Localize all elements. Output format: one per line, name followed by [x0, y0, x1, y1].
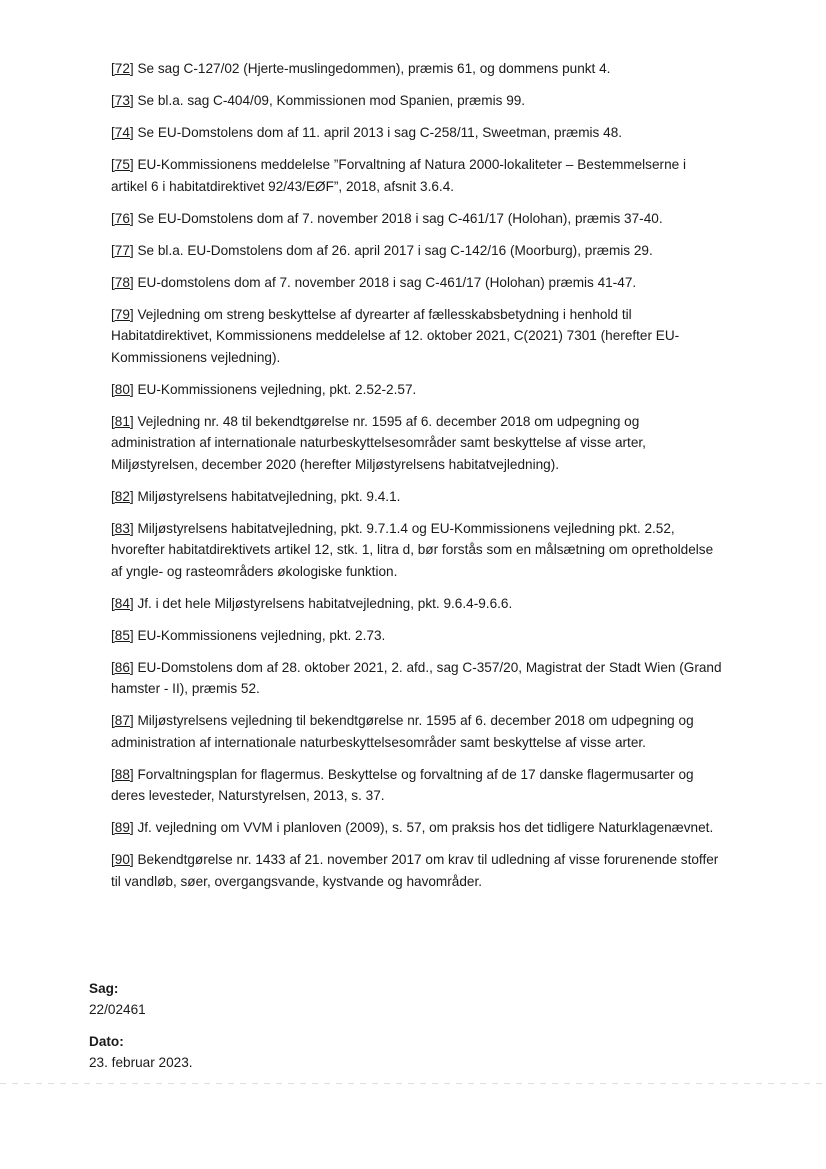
- footnote-text: Se EU-Domstolens dom af 11. april 2013 i sag C-258/11, Sweetman, præmis 48.: [133, 125, 623, 140]
- footnote: [111, 58, 726, 80]
- footnote-text: Se bl.a. sag C-404/09, Kommissionen mod Spanien, præmis 99.: [133, 93, 526, 108]
- scan-artifact-line: [0, 1083, 826, 1084]
- footnote-link[interactable]: [82]: [111, 488, 134, 504]
- case-number: 22/02461: [89, 1002, 146, 1017]
- footnote-text: Vejledning om streng beskyttelse af dyrearter af fællesskabsbetydning i henhold til Habitatdirektivet, Kommissionens meddelelse af 12. oktober 2021, C(2021) 7301 (herefter EU-Kommissionens vejledning).: [111, 306, 680, 365]
- footnote-link[interactable]: [84]: [111, 595, 134, 611]
- footnote-text: Miljøstyrelsens vejledning til bekendtgørelse nr. 1595 af 6. december 2018 om udpegning og administration af internationale naturbeskyttelsesområder samt beskyttelse af visse arter.: [111, 713, 694, 750]
- footnote-text: Se EU-Domstolens dom af 7. november 2018 i sag C-461/17 (Holohan), præmis 37-40.: [133, 210, 663, 226]
- date-value: 23. februar 2023.: [89, 1055, 193, 1070]
- footnote: [111, 122, 726, 144]
- footnote-link[interactable]: [86]: [111, 659, 134, 675]
- footnote-text: Jf. i det hele Miljøstyrelsens habitatvejledning, pkt. 9.6.4-9.6.6.: [133, 595, 513, 611]
- footnote-link[interactable]: [72]: [111, 61, 134, 76]
- footnote-text: Se bl.a. EU-Domstolens dom af 26. april 2017 i sag C-142/16 (Moorburg), præmis 29.: [133, 242, 653, 258]
- footnote-link[interactable]: [74]: [111, 125, 134, 140]
- footnote-text: EU-Kommissionens meddelelse ”Forvaltning af Natura 2000-lokaliteter – Bestemmelserne i artikel 6 i habitatdirektivet 92/43/EØF”, 2018, afsnit 3.6.4.: [111, 157, 686, 194]
- case-metadata: [89, 978, 489, 1084]
- footnote-text: Forvaltningsplan for flagermus. Beskyttelse og forvaltning af de 17 danske flagermusarter og deres levesteder, Naturstyrelsen, 2013, s. 37.: [111, 766, 694, 803]
- footnote-link[interactable]: [85]: [111, 627, 134, 643]
- footnote-list: [111, 58, 726, 903]
- footnote-link[interactable]: [87]: [111, 713, 134, 728]
- footnote-text: Vejledning nr. 48 til bekendtgørelse nr. 1595 af 6. december 2018 om udpegning og administration af internationale naturbeskyttelsesområder samt beskyttelse af visse arter, Miljøstyrelsen, december 2020 (herefter Miljøstyrelsens habitatvejledning).: [111, 413, 646, 472]
- footnote: [111, 625, 726, 647]
- footnote-link[interactable]: [73]: [111, 93, 134, 108]
- footnote-text: EU-domstolens dom af 7. november 2018 i sag C-461/17 (Holohan) præmis 41-47.: [133, 274, 637, 290]
- footnote: [111, 486, 726, 508]
- footnote: [111, 817, 726, 839]
- footnote: [111, 849, 726, 892]
- footnote-link[interactable]: [88]: [111, 766, 134, 782]
- footnote-text: EU-Kommissionens vejledning, pkt. 2.73.: [133, 627, 386, 643]
- footnote: [111, 208, 726, 230]
- footnote-text: EU-Domstolens dom af 28. oktober 2021, 2. afd., sag C-357/20, Magistrat der Stadt Wien (Grand hamster - II), præmis 52.: [111, 659, 722, 696]
- footnote-text: Miljøstyrelsens habitatvejledning, pkt. 9.4.1.: [133, 488, 401, 504]
- footnote-text: EU-Kommissionens vejledning, pkt. 2.52-2.57.: [133, 381, 417, 397]
- footnote: [111, 304, 726, 369]
- footnote-link[interactable]: [79]: [111, 306, 134, 322]
- footnote-text: Bekendtgørelse nr. 1433 af 21. november 2017 om krav til udledning af visse forurenende stoffer til vandløb, søer, overgangsvande, kystvande og havområder.: [111, 852, 719, 889]
- footnote: [111, 154, 726, 197]
- footnote: [111, 657, 726, 700]
- case-label: Sag:: [89, 981, 119, 996]
- footnote-link[interactable]: [77]: [111, 242, 134, 258]
- footnote-link[interactable]: [76]: [111, 210, 134, 226]
- footnote-link[interactable]: [81]: [111, 413, 134, 429]
- footnote-link[interactable]: [83]: [111, 520, 134, 536]
- footnote: [111, 764, 726, 807]
- footnote-link[interactable]: [90]: [111, 852, 134, 867]
- footnote: [111, 272, 726, 294]
- footnote: [111, 90, 726, 112]
- footnote: [111, 710, 726, 753]
- footnote: [111, 379, 726, 401]
- footnote: [111, 240, 726, 262]
- footnote: [111, 411, 726, 476]
- footnote: [111, 518, 726, 583]
- date-label: Dato:: [89, 1034, 124, 1049]
- footnote-text: Jf. vejledning om VVM i planloven (2009), s. 57, om praksis hos det tidligere Naturklagenævnet.: [133, 820, 714, 835]
- footnote-link[interactable]: [80]: [111, 381, 134, 397]
- footnote-link[interactable]: [78]: [111, 274, 134, 290]
- footnote-text: Se sag C-127/02 (Hjerte-muslingedommen), præmis 61, og dommens punkt 4.: [133, 61, 611, 76]
- footnote-link[interactable]: [75]: [111, 157, 134, 172]
- footnote: [111, 593, 726, 615]
- footnote-text: Miljøstyrelsens habitatvejledning, pkt. 9.7.1.4 og EU-Kommissionens vejledning pkt. 2.52, hvorefter habitatdirektivets artikel 12, stk. 1, litra d, bør forstås som en målsætning om opretholdelse af yngle- og rasteområders økologiske funktion.: [111, 520, 714, 579]
- footnote-link[interactable]: [89]: [111, 820, 134, 835]
